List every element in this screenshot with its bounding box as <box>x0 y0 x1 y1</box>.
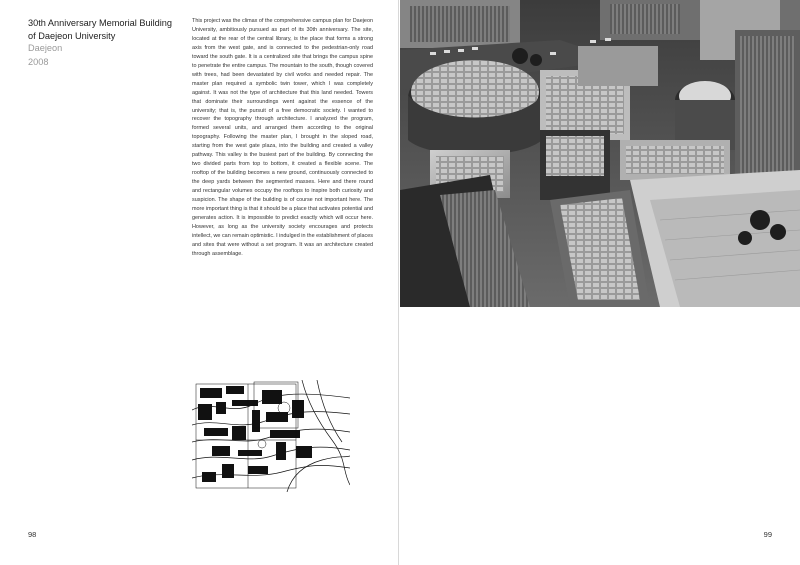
project-title: 30th Anniversary Memorial Building of Daejeon University <box>28 18 173 41</box>
project-year: 2008 <box>28 56 49 67</box>
page-number-left: 98 <box>28 530 37 539</box>
aerial-photograph <box>400 0 800 307</box>
page-number-right: 99 <box>763 530 772 539</box>
right-page <box>400 0 800 565</box>
left-page <box>0 0 399 565</box>
title-block <box>28 17 178 68</box>
body-text: This project was the climax of the comprehensive campus plan for Daejeon University, ambitiously pursued as part of its 30th anniversary. The site, located at the rear of the central library, is the place that forms a strong axis from the west gate, and is connected to the pedestrian-only road toward the south gate. It is a centralized site that brings the campus spine to penetrate the entire campus. The mountain to the south, though covered with trees, had been devastated by civil works and needed repair. The master plan required a symbolic twin tower, which I was completely against. It was not the type of architecture that this land needed. Towers that dominate their surroundings went against the essence of the university; that is, the pursuit of a free democratic society. I wanted to recover the topography through architecture. I analyzed the program, formed several units, and arranged them according to the original topography. Following the master plan, I brought in the sloped road, starting from the west gate plaza, into the building and created a valley pathway. This valley is the busiest part of the building. By connecting the two divided parts from top to bottom, it created a flexible scene. The rooftop of the building becomes a new ground, continuously connected to the deep yards between the segmented masses. Here and there round and rectangular volumes occupy the rooftops to inspire both curiosity and suspicion. The shape of the building is of course not important here. The more important thing is that it should be a place that activates potential and generates action. It is impossible to predict exactly which will occur here. However, as long as the university society encourages and protects intellect, we can remain optimistic. I indulged in the establishment of places and sites that were without a set program. It was an architecture created through assemblage. <box>192 18 373 257</box>
site-plan-drawing <box>192 380 350 492</box>
project-location: Daejeon <box>28 43 63 53</box>
